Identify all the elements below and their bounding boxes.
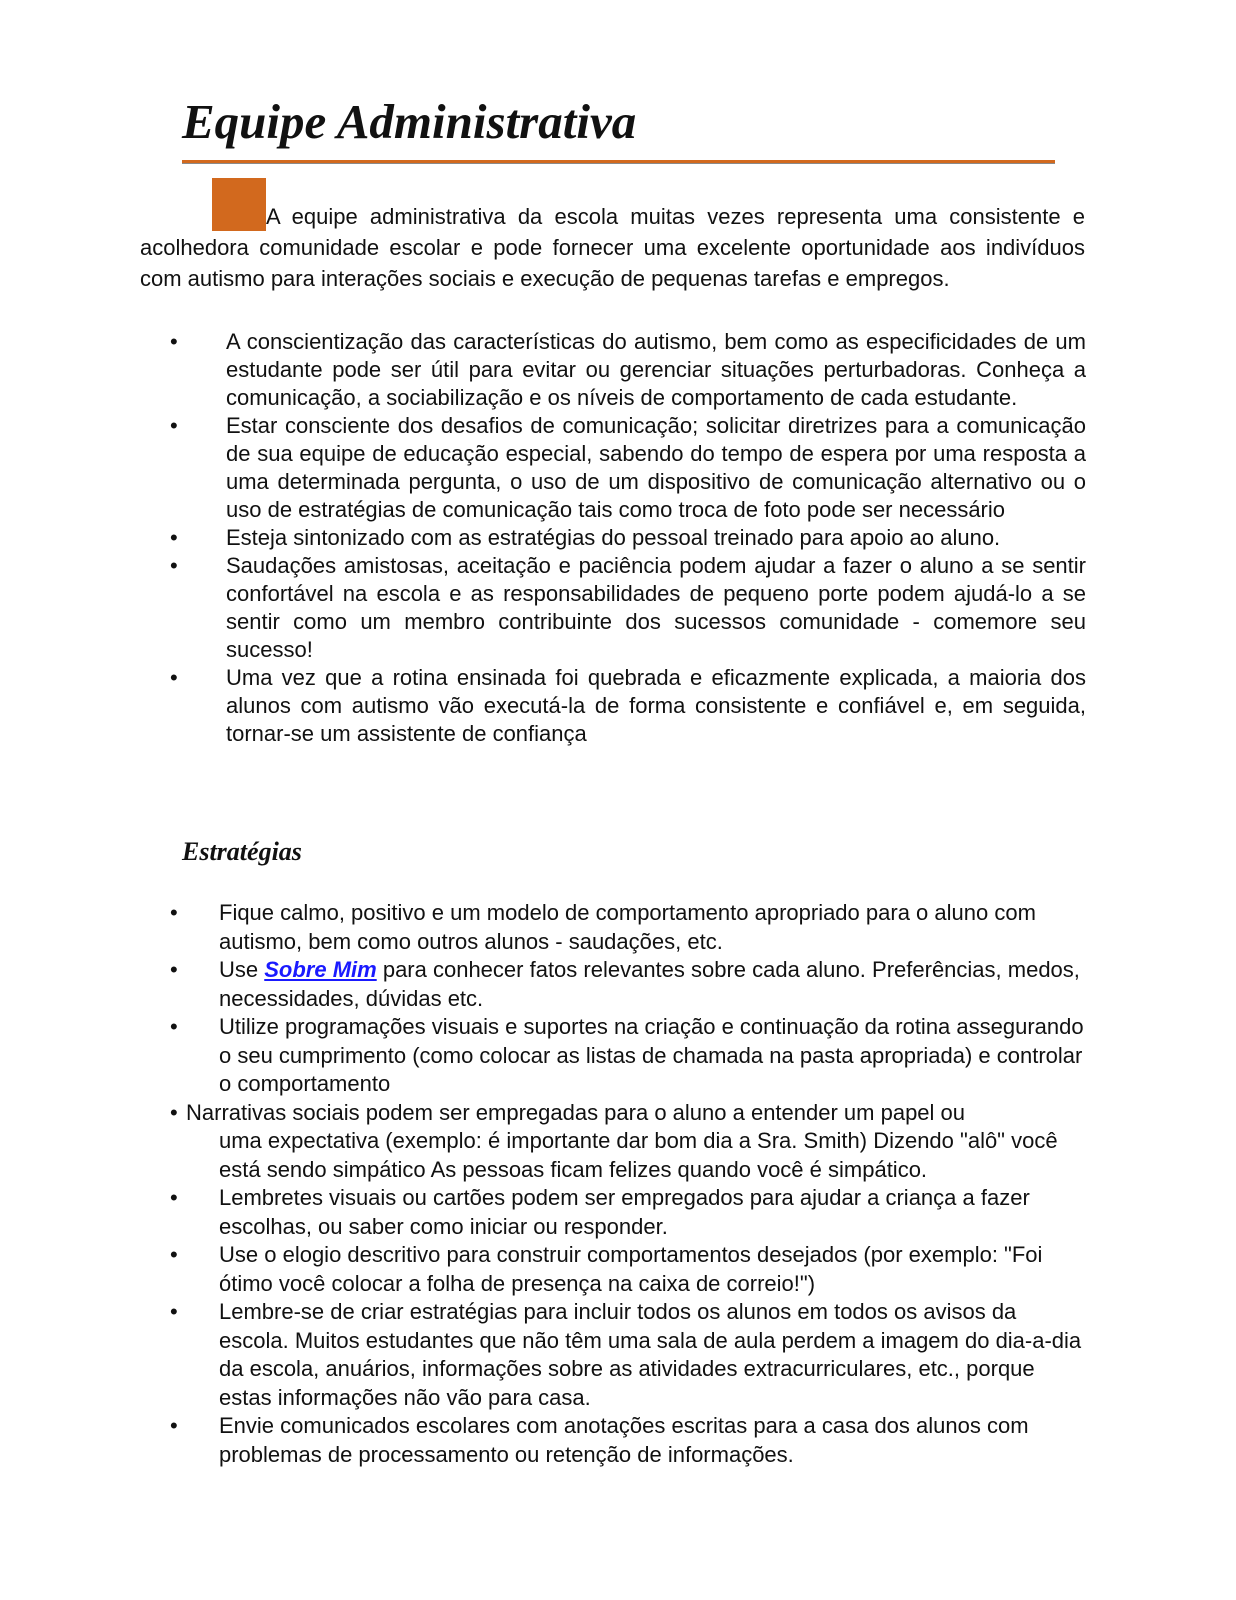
list-item-text: Lembretes visuais ou cartões podem ser empregados para ajudar a criança a fazer escolhas, ou saber como iniciar ou responder. [219,1185,1030,1239]
list-item-text-continuation: uma expectativa (exemplo: é importante dar bom dia a Sra. Smith) Dizendo "alô" você está sendo simpático As pessoas ficam felizes quando você é simpático. [219,1128,1058,1182]
list-item-text: Lembre-se de criar estratégias para incluir todos os alunos em todos os avisos da escola. Muitos estudantes que não têm uma sala de aula perdem a imagem do dia-a-dia da escola, anuários, informações sobre as atividades extracurriculares, etc., porque estas informações não vão para casa. [219,1299,1082,1410]
list-item-text: Envie comunicados escolares com anotações escritas para a casa dos alunos com problemas de processamento ou retenção de informações. [219,1413,1029,1467]
bullet-icon: • [170,329,178,354]
list-item-text-first-line: Narrativas sociais podem ser empregadas para o aluno a entender um papel ou [186,1099,966,1125]
list-item [168,1241,1086,1298]
bullet-icon: • [170,900,178,925]
bullet-icon: • [170,1014,178,1039]
bullet-icon: • [170,553,178,578]
admin-tips-list [168,328,1086,748]
list-item-text: Estar consciente dos desafios de comunicação; solicitar diretrizes para a comunicação de sua equipe de educação especial, sabendo do tempo de espera por uma resposta a uma determinada pergunta, o uso de um dispositivo de comunicação alternativo ou o uso de estratégias de comunicação tais como troca de foto pode ser necessário [226,413,1086,522]
list-item [168,1412,1086,1469]
bullet-icon: • [170,1185,178,1210]
list-item [168,1013,1086,1099]
bullet-icon: • [170,1413,178,1438]
list-item [168,1184,1086,1241]
list-item [168,1099,1086,1185]
bullet-icon: • [170,957,178,982]
page-title: Equipe Administrativa [182,94,637,149]
list-item [168,1298,1086,1412]
strategies-list [168,899,1086,1469]
list-item-text: Utilize programações visuais e suportes na criação e continuação da rotina assegurando o seu cumprimento (como colocar as listas de chamada na pasta apropriada) e controlar o comportamento [219,1014,1084,1096]
list-item [168,412,1086,524]
bullet-icon: • [170,413,178,438]
list-item-text-after: para conhecer fatos relevantes sobre cada aluno. Preferências, medos, necessidades, dúvidas etc. [219,957,1080,1011]
bullet-icon: • [170,1242,178,1267]
list-item [168,956,1086,1013]
bullet-icon: • [170,1299,178,1324]
list-item-text: Fique calmo, positivo e um modelo de comportamento apropriado para o aluno com autismo, bem como outros alunos - saudações, etc. [219,900,1036,954]
list-item-text: Uma vez que a rotina ensinada foi quebrada e eficazmente explicada, a maioria dos alunos com autismo vão executá-la de forma consistente e confiável e, em seguida, tornar-se um assistente de confiança [226,665,1086,746]
title-underline [182,160,1055,164]
bullet-icon: • [170,1099,178,1125]
list-item-text: Saudações amistosas, aceitação e paciência podem ajudar a fazer o aluno a se sentir confortável na escola e as responsabilidades de pequeno porte podem ajudá-lo a se sentir como um membro contribuinte dos sucessos comunidade - comemore seu sucesso! [226,553,1086,662]
bullet-icon: • [170,525,178,550]
list-item-text: Use o elogio descritivo para construir comportamentos desejados (por exemplo: "Foi ótimo você colocar a folha de presença na caixa de correio!") [219,1242,1043,1296]
list-item-text: Esteja sintonizado com as estratégias do pessoal treinado para apoio ao aluno. [226,525,1001,550]
list-item [168,552,1086,664]
intro-paragraph: A equipe administrativa da escola muitas vezes representa uma consistente e acolhedora comunidade escolar e pode fornecer uma excelente oportunidade aos indivíduos com autismo para interações sociais e execução de pequenas tarefas e empregos. [140,204,1085,291]
bullet-icon: • [170,665,178,690]
list-item-text-before: Use [219,957,265,982]
list-item [168,899,1086,956]
sobre-mim-link[interactable]: Sobre Mim [264,957,377,982]
list-item [168,524,1086,552]
strategies-heading: Estratégias [182,837,302,866]
list-item [168,664,1086,748]
list-item-text: A conscientização das características do autismo, bem como as especificidades de um estudante pode ser útil para evitar ou gerenciar situações perturbadoras. Conheça a comunicação, a sociabilização e os níveis de comportamento de cada estudante. [226,329,1086,410]
list-item [168,328,1086,412]
